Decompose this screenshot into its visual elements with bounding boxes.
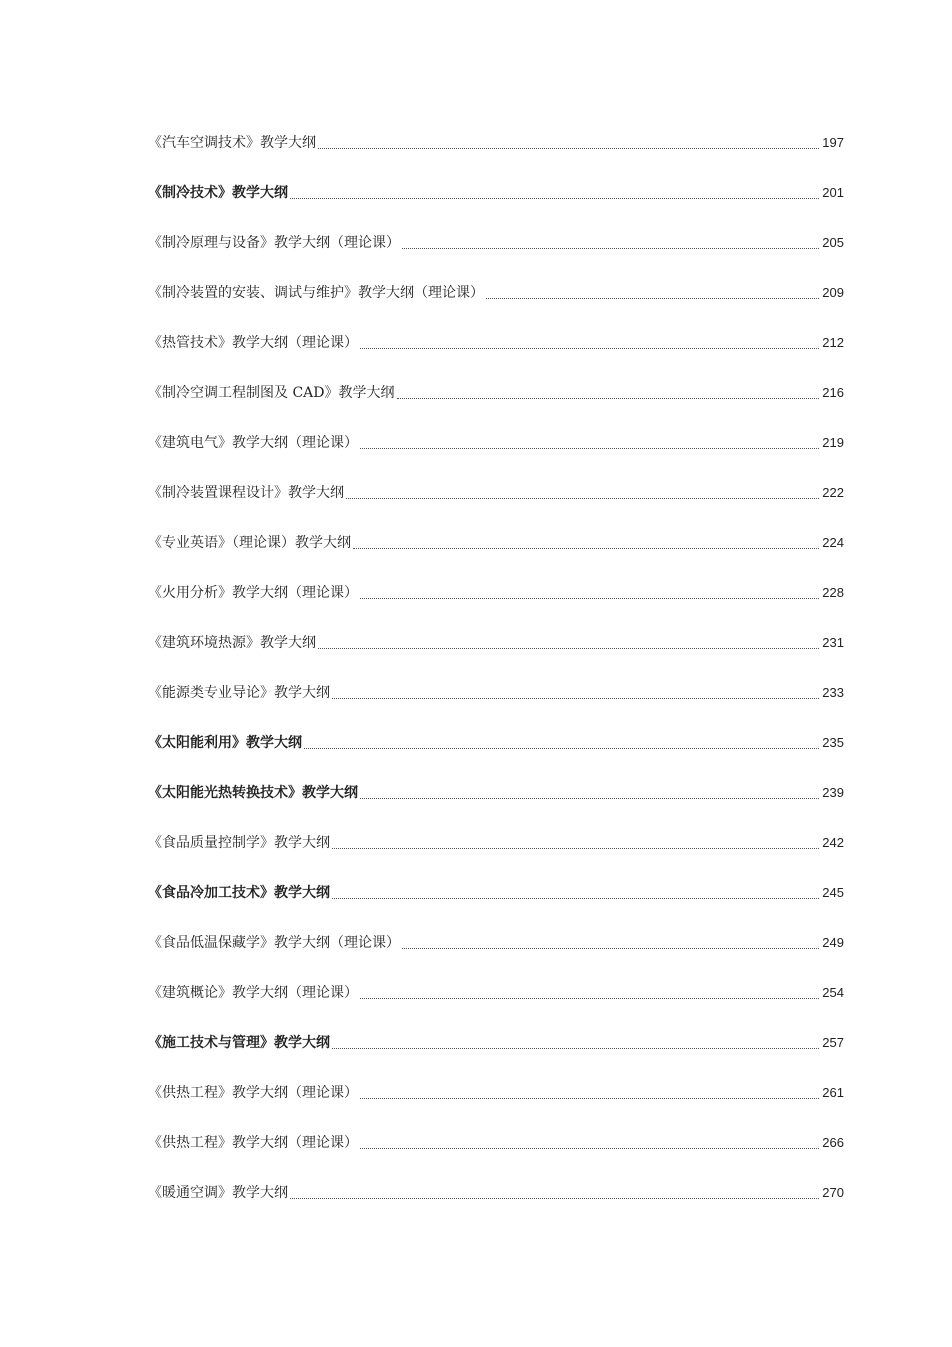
toc-entry-title: 《太阳能利用》教学大纲 <box>148 735 302 751</box>
toc-entry-title: 《太阳能光热转换技术》教学大纲 <box>148 785 358 801</box>
dot-leader <box>360 579 819 599</box>
toc-entry[interactable] <box>148 779 844 829</box>
dot-leader <box>360 1129 819 1149</box>
toc-entry-title: 《食品低温保藏学》教学大纲（理论课） <box>148 935 400 951</box>
toc-entry-title: 《制冷空调工程制图及 CAD》教学大纲 <box>148 385 395 401</box>
toc-entry[interactable] <box>148 1029 844 1079</box>
toc-entry-page-number: 242 <box>822 835 844 850</box>
toc-entry-page-number: 228 <box>822 585 844 600</box>
toc-entry[interactable] <box>148 429 844 479</box>
toc-entry[interactable] <box>148 129 844 179</box>
toc-entry-page-number: 254 <box>822 985 844 1000</box>
toc-entry[interactable] <box>148 479 844 529</box>
toc-entry-page-number: 222 <box>822 485 844 500</box>
toc-entry-title: 《建筑概论》教学大纲（理论课） <box>148 985 358 1001</box>
dot-leader <box>332 879 819 899</box>
toc-entry-title: 《专业英语》（理论课）教学大纲 <box>148 535 351 551</box>
toc-entry-title: 《施工技术与管理》教学大纲 <box>148 1035 330 1051</box>
toc-entry-title: 《建筑环境热源》教学大纲 <box>148 635 316 651</box>
toc-entry-title: 《汽车空调技术》教学大纲 <box>148 135 316 151</box>
table-of-contents <box>148 129 844 1229</box>
toc-entry[interactable] <box>148 629 844 679</box>
toc-entry-title: 《供热工程》教学大纲（理论课） <box>148 1135 358 1151</box>
toc-entry-title: 《制冷装置课程设计》教学大纲 <box>148 485 344 501</box>
toc-entry-page-number: 197 <box>822 135 844 150</box>
toc-entry-page-number: 209 <box>822 285 844 300</box>
dot-leader <box>290 1179 819 1199</box>
toc-entry[interactable] <box>148 179 844 229</box>
toc-entry[interactable] <box>148 929 844 979</box>
toc-entry-title: 《暖通空调》教学大纲 <box>148 1185 288 1201</box>
toc-entry[interactable] <box>148 379 844 429</box>
toc-entry[interactable] <box>148 1179 844 1229</box>
toc-entry-title: 《建筑电气》教学大纲（理论课） <box>148 435 358 451</box>
toc-entry[interactable] <box>148 679 844 729</box>
toc-entry-title: 《供热工程》教学大纲（理论课） <box>148 1085 358 1101</box>
dot-leader <box>360 1079 819 1099</box>
toc-entry[interactable] <box>148 229 844 279</box>
toc-entry[interactable] <box>148 1129 844 1179</box>
toc-entry-page-number: 239 <box>822 785 844 800</box>
toc-entry[interactable] <box>148 729 844 779</box>
dot-leader <box>318 629 819 649</box>
toc-entry-page-number: 224 <box>822 535 844 550</box>
dot-leader <box>346 479 819 499</box>
toc-entry-title: 《能源类专业导论》教学大纲 <box>148 685 330 701</box>
toc-entry-page-number: 235 <box>822 735 844 750</box>
dot-leader <box>397 379 820 399</box>
toc-entry-page-number: 261 <box>822 1085 844 1100</box>
dot-leader <box>332 679 819 699</box>
toc-entry[interactable] <box>148 529 844 579</box>
dot-leader <box>318 129 819 149</box>
toc-entry[interactable] <box>148 1079 844 1129</box>
toc-entry-page-number: 245 <box>822 885 844 900</box>
dot-leader <box>332 1029 819 1049</box>
toc-entry-page-number: 249 <box>822 935 844 950</box>
toc-entry-title: 《食品冷加工技术》教学大纲 <box>148 885 330 901</box>
toc-entry[interactable] <box>148 829 844 879</box>
toc-entry-title: 《食品质量控制学》教学大纲 <box>148 835 330 851</box>
toc-entry-title: 《热管技术》教学大纲（理论课） <box>148 335 358 351</box>
toc-entry[interactable] <box>148 979 844 1029</box>
toc-entry-page-number: 212 <box>822 335 844 350</box>
toc-entry[interactable] <box>148 329 844 379</box>
toc-entry-page-number: 231 <box>822 635 844 650</box>
dot-leader <box>402 229 819 249</box>
toc-entry-page-number: 257 <box>822 1035 844 1050</box>
dot-leader <box>402 929 819 949</box>
toc-entry-title: 《制冷原理与设备》教学大纲（理论课） <box>148 235 400 251</box>
toc-entry-page-number: 201 <box>822 185 844 200</box>
toc-entry-title: 《火用分析》教学大纲（理论课） <box>148 585 358 601</box>
toc-entry[interactable] <box>148 279 844 329</box>
toc-entry-page-number: 270 <box>822 1185 844 1200</box>
dot-leader <box>360 429 819 449</box>
dot-leader <box>353 529 819 549</box>
toc-entry[interactable] <box>148 579 844 629</box>
toc-entry[interactable] <box>148 879 844 929</box>
toc-entry-page-number: 205 <box>822 235 844 250</box>
toc-entry-page-number: 233 <box>822 685 844 700</box>
toc-entry-title: 《制冷装置的安装、调试与维护》教学大纲（理论课） <box>148 285 484 301</box>
toc-entry-page-number: 216 <box>822 385 844 400</box>
toc-entry-title: 《制冷技术》教学大纲 <box>148 185 288 201</box>
dot-leader <box>332 829 819 849</box>
dot-leader <box>360 779 819 799</box>
dot-leader <box>486 279 819 299</box>
dot-leader <box>360 329 819 349</box>
dot-leader <box>290 179 819 199</box>
dot-leader <box>360 979 819 999</box>
dot-leader <box>304 729 819 749</box>
toc-entry-page-number: 219 <box>822 435 844 450</box>
toc-entry-page-number: 266 <box>822 1135 844 1150</box>
